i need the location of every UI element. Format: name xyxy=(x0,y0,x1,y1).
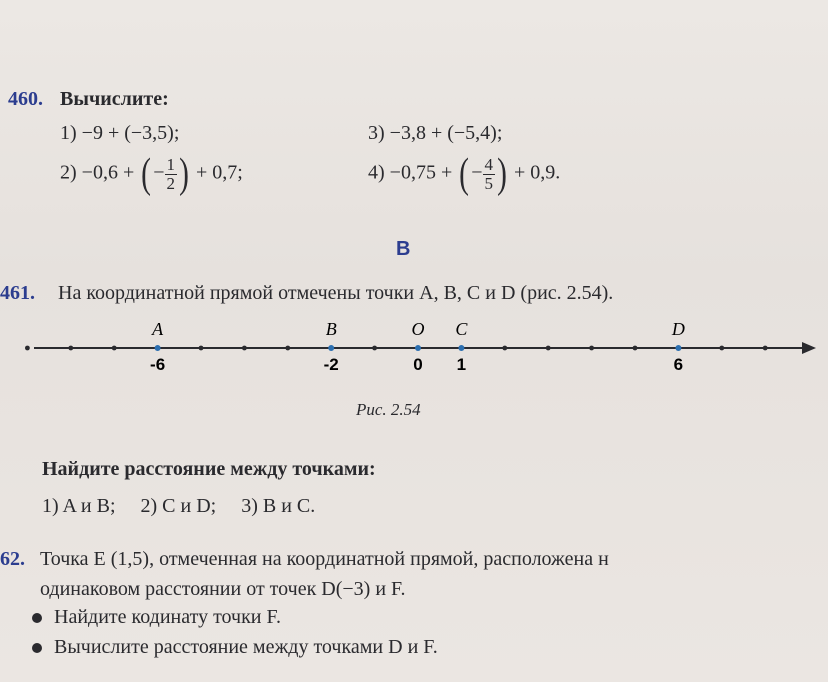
bullet-icon xyxy=(32,643,42,653)
tick-dot xyxy=(719,346,724,351)
item-4-prefix: 4) −0,75 + xyxy=(368,161,453,184)
fraction-numerator: 1 xyxy=(166,154,175,174)
task-462-bullet-1 xyxy=(32,606,281,629)
tick-dot xyxy=(242,346,247,351)
task-460-item-4: 4) −0,75 + ( − $\frac{4}{5}$ ) + 0,9. xyxy=(368,151,561,197)
fraction-denominator: 2 xyxy=(166,173,175,193)
marked-point xyxy=(675,345,681,351)
marked-point xyxy=(155,345,161,351)
number-line xyxy=(0,318,828,388)
right-paren: ) xyxy=(179,151,189,197)
tick-dot xyxy=(806,346,811,351)
task-462-line-2: одинаковом расстоянии от точек D(−3) и F. xyxy=(40,578,406,600)
task-461-question: Найдите расстояние между точками: xyxy=(42,458,376,480)
task-460-title: Вычислите: xyxy=(60,88,169,110)
bullet-1-text: Найдите кодинату точки F. xyxy=(54,606,282,628)
task-460-item-2: 2) −0,6 + ( − $\frac{1}{2}$ ) + 0,7; xyxy=(60,151,243,197)
fraction xyxy=(165,156,178,193)
section-letter: B xyxy=(396,238,411,260)
tick-dot xyxy=(372,346,377,351)
tick-label: -2 xyxy=(323,355,339,374)
tick-dot xyxy=(199,346,204,351)
tick-label: 6 xyxy=(673,355,684,374)
tick-dot xyxy=(285,346,290,351)
task-460-number: 460. xyxy=(8,88,43,110)
task-461-number: 461. xyxy=(0,282,35,304)
item-2-suffix: + 0,7; xyxy=(196,161,243,184)
item-2-prefix: 2) −0,6 + xyxy=(60,161,135,184)
task-460-item-1: 1) −9 + (−3,5); xyxy=(60,122,180,144)
marked-point xyxy=(458,345,464,351)
task-462-number: 62. xyxy=(0,548,25,570)
task-461-answers: 1) A и B; 2) C и D; 3) B и C. xyxy=(42,495,316,517)
bullet-2-text: Вычислите расстояние между точками D и F. xyxy=(54,636,438,658)
tick-dot xyxy=(589,346,594,351)
tick-dot xyxy=(68,346,73,351)
point-label: D xyxy=(671,319,685,339)
tick-label: -6 xyxy=(150,355,166,374)
bullet-icon xyxy=(32,613,42,623)
point-label: A xyxy=(152,319,164,339)
left-paren: ( xyxy=(459,151,470,197)
fraction-numerator: 4 xyxy=(484,154,493,174)
item-4-suffix: + 0,9. xyxy=(514,161,561,184)
tick-label: 0 xyxy=(413,355,423,374)
tick-dot xyxy=(502,346,507,351)
tick-label: 1 xyxy=(456,355,467,374)
fraction-denominator: 5 xyxy=(484,173,493,193)
task-462-line-1: Точка E (1,5), отмеченная на координатной прямой, расположена н xyxy=(40,548,609,570)
tick-dot xyxy=(25,346,30,351)
fraction xyxy=(483,156,496,193)
point-label: O xyxy=(411,319,425,339)
task-461-text: На координатной прямой отмечены точки A, B, C и D (рис. 2.54). xyxy=(58,282,614,304)
tick-dot xyxy=(633,346,638,351)
marked-point xyxy=(328,345,334,351)
point-label: B xyxy=(325,319,337,339)
tick-dot xyxy=(546,346,551,351)
tick-dot xyxy=(112,346,117,351)
point-label: C xyxy=(455,319,468,339)
marked-point xyxy=(415,345,421,351)
task-462-bullet-2 xyxy=(32,636,438,659)
figure-caption: Рис. 2.54 xyxy=(356,400,421,419)
task-460-item-3: 3) −3,8 + (−5,4); xyxy=(368,122,503,144)
right-paren: ) xyxy=(497,151,507,197)
tick-dot xyxy=(763,346,768,351)
left-paren: ( xyxy=(141,151,152,197)
